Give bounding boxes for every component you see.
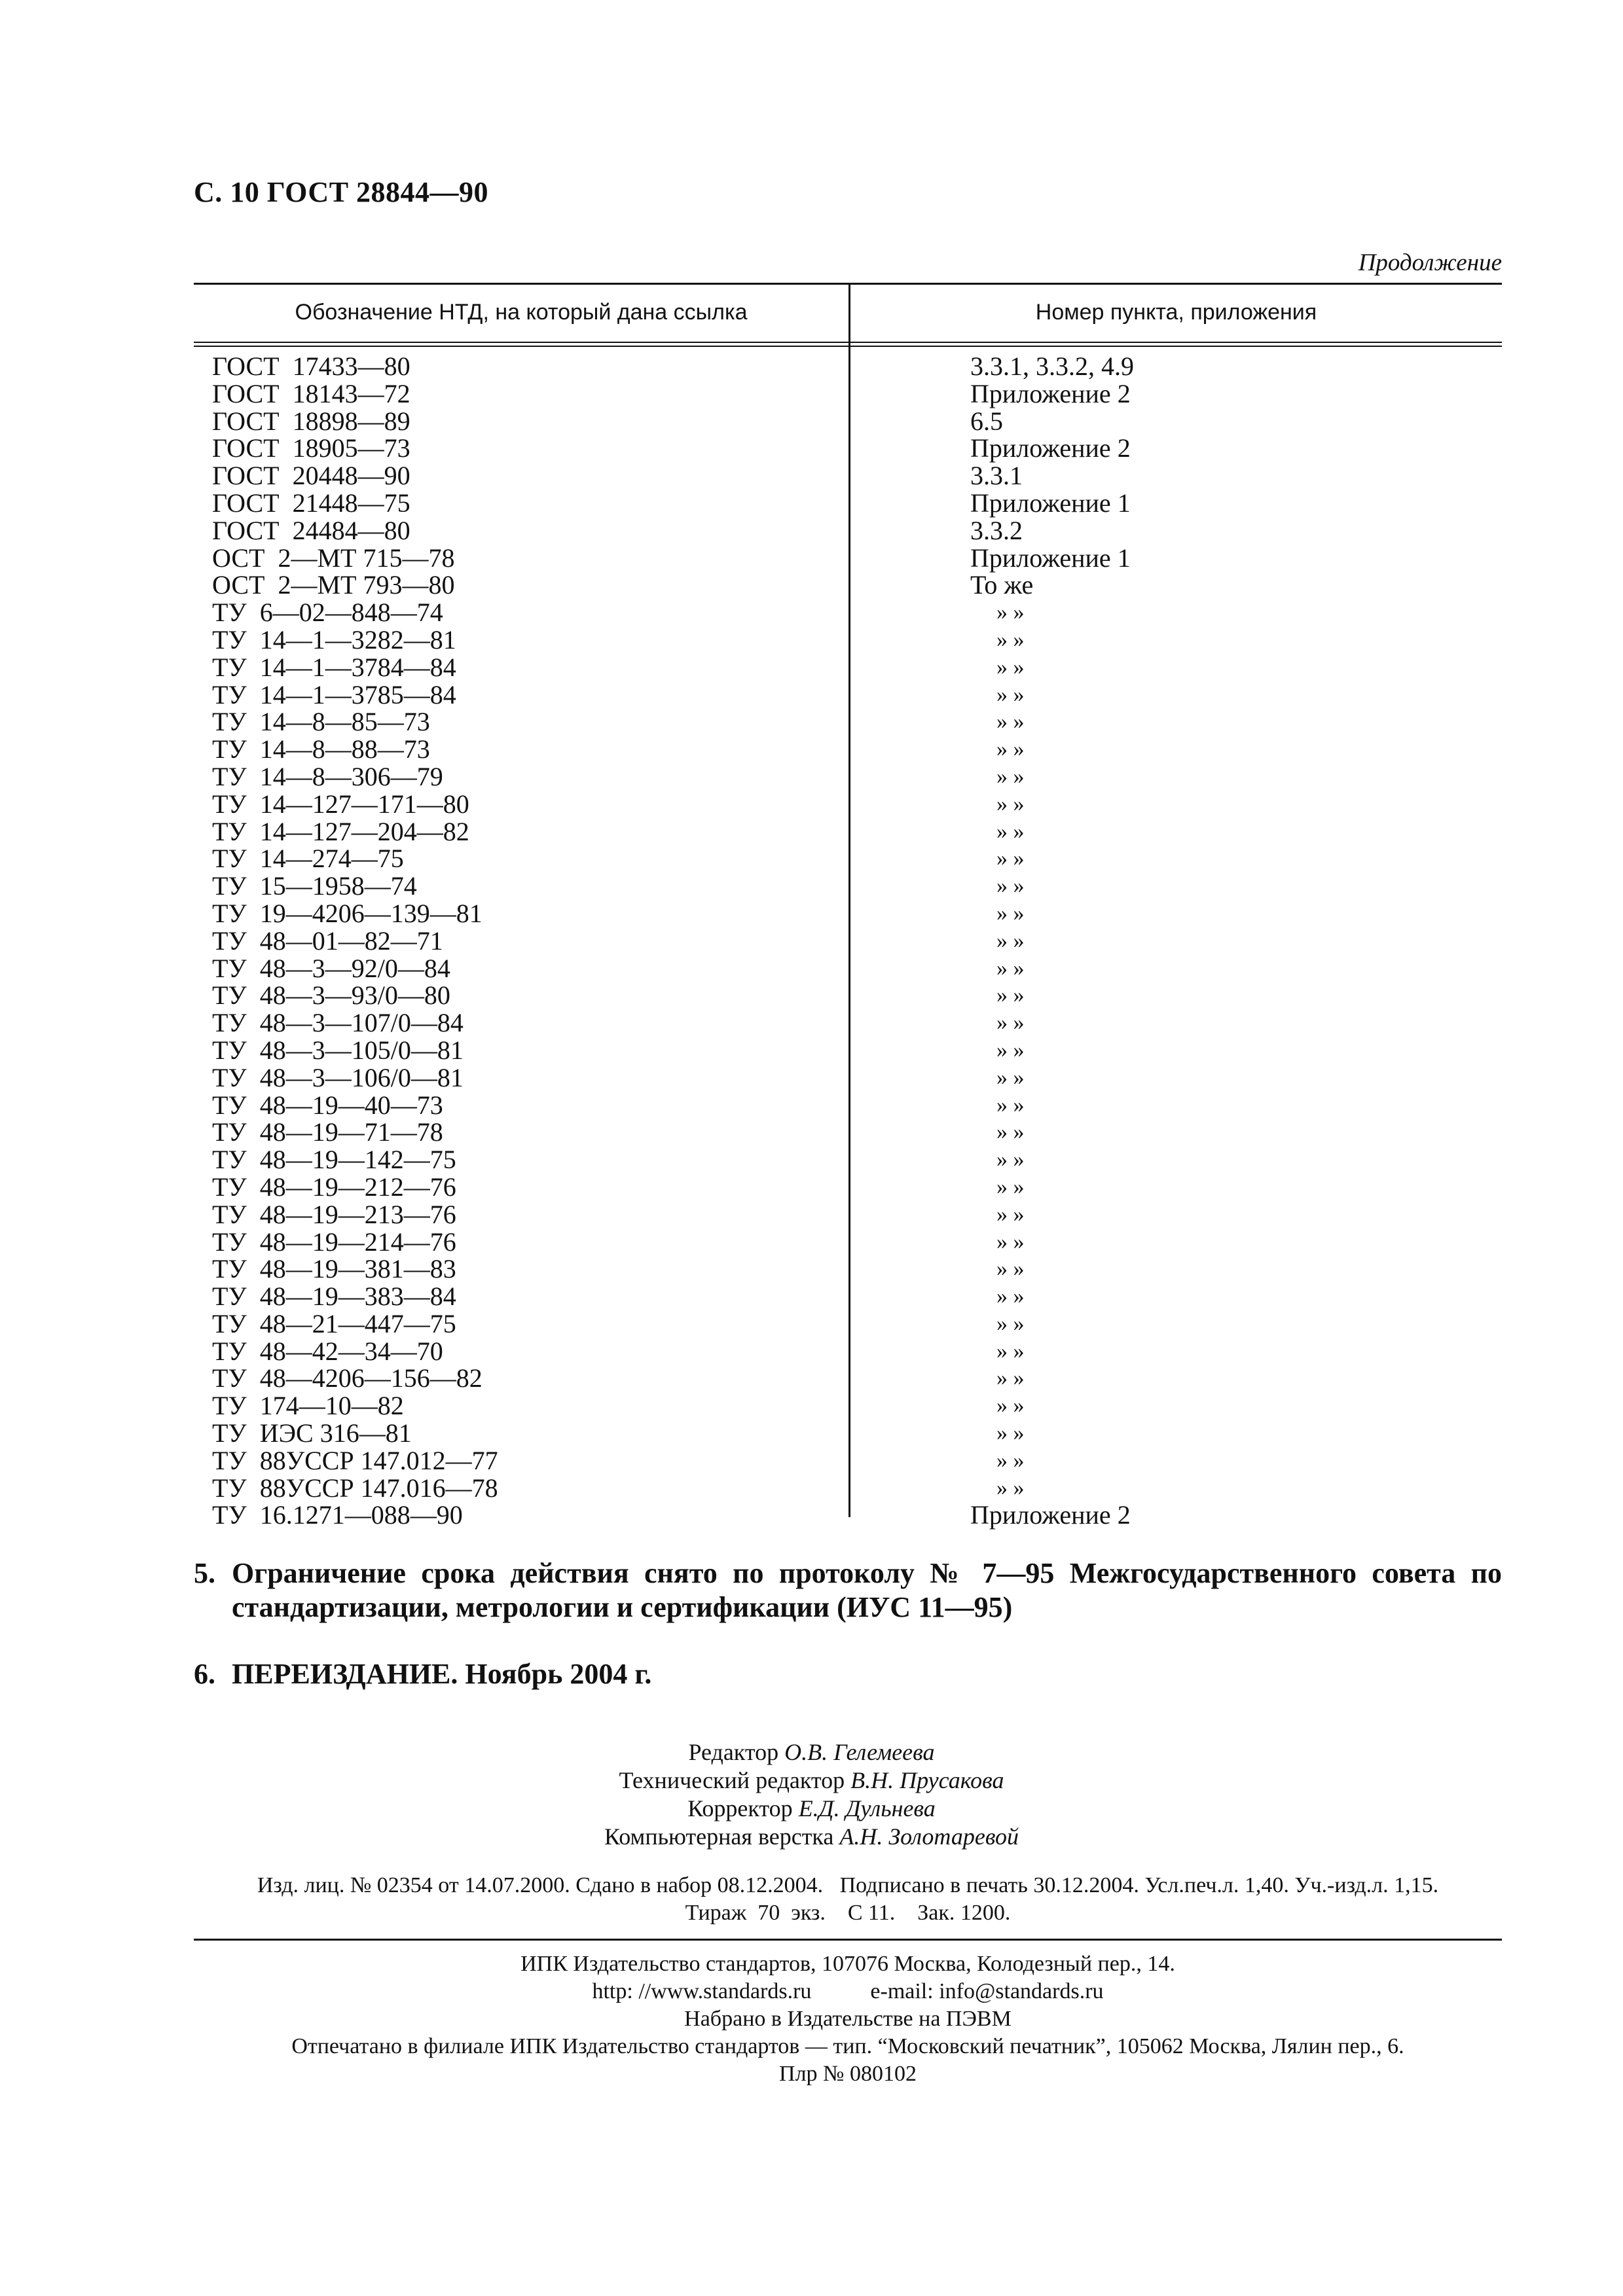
credit-role: Технический редактор [619,1767,845,1793]
clause-reference: » » [996,1366,1025,1391]
clause-reference: » » [996,737,1025,762]
ntd-designation: ТУ 14—127—171—80 [212,789,469,819]
ntd-designation: ТУ 14—274—75 [212,844,404,874]
table-top-rule [194,283,1502,285]
table-row [194,517,1502,545]
clause-reference: » » [996,1065,1025,1090]
ntd-designation: ТУ ИЭС 316—81 [212,1418,412,1448]
credit-person: Е.Д. Дульнева [798,1795,936,1821]
ntd-designation: ТУ 48—3—105/0—81 [212,1035,464,1065]
ntd-designation: ТУ 48—21—447—75 [212,1308,456,1338]
publisher-contacts [194,1978,1502,2005]
ntd-designation: ГОСТ 18143—72 [212,378,410,408]
table-row [194,1037,1502,1064]
credit-role: Редактор [688,1739,779,1765]
clause-reference: » » [996,1120,1025,1145]
clause-reference: » » [996,1475,1025,1500]
clause-reference: 3.3.1 [970,461,1023,491]
imprint-line: Тираж 70 экз. С 11. Зак. 1200. [685,1901,1011,1925]
publisher-email: e-mail: info@standards.ru [870,1979,1104,2003]
publisher-address: ИПК Издательство стандартов, 107076 Москва, Колодезный пер., 14. [520,1952,1175,1976]
clause-reference: » » [996,1229,1025,1254]
table-row [194,791,1502,818]
column-header-clause: Номер пункта, приложения [1035,300,1317,325]
credit-editor [0,1738,1623,1767]
clause-reference: » » [996,846,1025,871]
clause-reference: Приложение 2 [970,378,1131,408]
ntd-designation: ТУ 48—19—142—75 [212,1145,456,1175]
note-text: ПЕРЕИЗДАНИЕ. Ноябрь 2004 г. [232,1658,652,1690]
ntd-designation: ГОСТ 18905—73 [212,433,410,463]
clause-reference: » » [996,791,1025,816]
table-row [194,462,1502,490]
clause-reference: 3.3.2 [970,515,1023,545]
table-row [194,955,1502,982]
clause-reference: » » [996,1092,1025,1117]
table-body [194,353,1502,1529]
ntd-designation: ТУ 6—02—848—74 [212,598,443,628]
clause-reference: » » [996,1174,1025,1199]
ntd-designation: ТУ 88УССР 147.016—78 [212,1473,498,1503]
table-row [194,763,1502,791]
table-row [194,1229,1502,1256]
reference-table [194,283,1502,1530]
credits-block [0,1738,1623,1851]
clause-reference: » » [996,928,1025,953]
ntd-designation: ТУ 14—8—85—73 [212,707,430,737]
table-row [194,818,1502,846]
ntd-designation: ТУ 48—19—40—73 [212,1090,443,1120]
table-row [194,681,1502,709]
publisher-printed: Отпечатано в филиале ИПК Издательство стандартов — тип. “Московский печатник”, 105062 Москва, Лялин пер., 6. [291,2034,1404,2058]
table-row [194,571,1502,599]
table-header-rule [194,342,1502,347]
ntd-designation: ТУ 48—19—212—76 [212,1172,456,1202]
table-row [194,1475,1502,1502]
clause-reference: » » [996,1338,1025,1363]
publisher-license: Плр № 080102 [779,2062,917,2086]
credit-layout [0,1823,1623,1851]
clause-reference: » » [996,1147,1025,1172]
ntd-designation: ТУ 48—19—71—78 [212,1117,443,1147]
ntd-designation: ТУ 15—1958—74 [212,871,417,901]
clause-reference: То же [970,570,1034,600]
note-text: Ограничение срока действия снято по протоколу № 7—95 Межгосударственного совета по стандартизации, метрологии и сертификации (ИУС 11—95) [232,1557,1502,1623]
credit-role: Компьютерная верстка [604,1823,834,1850]
ntd-designation: ТУ 48—01—82—71 [212,925,443,956]
table-row [194,1201,1502,1229]
clause-reference: » » [996,901,1025,925]
clause-reference: » » [996,956,1025,980]
note-5 [194,1556,1502,1624]
ntd-designation: ТУ 19—4206—139—81 [212,898,483,928]
ntd-designation: ТУ 48—3—106/0—81 [212,1062,464,1092]
ntd-designation: ГОСТ 24484—80 [212,515,410,545]
column-header-document: Обозначение НТД, на который дана ссылка [295,300,748,325]
table-row [194,599,1502,626]
ntd-designation: ТУ 14—1—3282—81 [212,624,456,655]
table-row [194,1338,1502,1365]
table-row [194,1146,1502,1174]
ntd-designation: ТУ 48—42—34—70 [212,1336,443,1366]
clause-reference: » » [996,1037,1025,1062]
table-row [194,1365,1502,1392]
table-row [194,1064,1502,1092]
credit-person: О.В. Гелемеева [784,1739,935,1765]
table-row [194,872,1502,900]
table-row [194,435,1502,462]
table-row [194,982,1502,1009]
ntd-designation: ГОСТ 20448—90 [212,461,410,491]
imprint-block [194,1872,1502,1927]
table-row [194,845,1502,872]
ntd-designation: ТУ 14—1—3785—84 [212,679,456,709]
table-row [194,626,1502,654]
credit-person: В.Н. Прусакова [850,1767,1004,1793]
clause-reference: » » [996,709,1025,734]
table-row [194,490,1502,517]
ntd-designation: ТУ 14—8—306—79 [212,761,443,791]
table-row [194,1392,1502,1420]
clause-reference: » » [996,819,1025,844]
table-row [194,708,1502,736]
ntd-designation: ТУ 14—1—3784—84 [212,652,456,682]
table-row [194,353,1502,380]
ntd-designation: ОСТ 2—МТ 793—80 [212,570,455,600]
clause-reference: » » [996,1257,1025,1282]
clause-reference: » » [996,874,1025,899]
publisher-typeset: Набрано в Издательстве на ПЭВМ [684,2007,1012,2031]
ntd-designation: ТУ 48—3—107/0—84 [212,1008,464,1038]
clause-reference: Приложение 2 [970,433,1131,463]
clause-reference: 6.5 [970,406,1003,436]
table-row [194,1255,1502,1283]
clause-reference: » » [996,655,1025,679]
ntd-designation: ТУ 48—19—213—76 [212,1199,456,1229]
ntd-designation: ГОСТ 21448—75 [212,488,410,518]
table-row [194,408,1502,435]
table-row [194,1009,1502,1037]
ntd-designation: ТУ 48—19—214—76 [212,1227,456,1257]
note-number: 5. [194,1557,215,1589]
imprint-line: Изд. лиц. № 02354 от 14.07.2000. Сдано в набор 08.12.2004. Подписано в печать 30.12.2004. Усл.печ.л. 1,40. Уч.-изд.л. 1,15. [257,1873,1439,1897]
page-title: С. 10 ГОСТ 28844—90 [194,176,489,208]
table-row [194,927,1502,955]
clause-reference: » » [996,764,1025,789]
table-row [194,1283,1502,1310]
ntd-designation: ТУ 174—10—82 [212,1391,404,1421]
ntd-designation: ТУ 48—19—383—84 [212,1282,456,1312]
credit-role: Корректор [687,1795,793,1821]
clause-reference: » » [996,1202,1025,1227]
ntd-designation: ТУ 16.1271—088—90 [212,1500,463,1530]
credit-proofreader [0,1795,1623,1823]
publisher-website: http: //www.standards.ru [592,1979,812,2003]
clause-reference: Приложение 1 [970,488,1131,518]
continuation-label: Продолжение [1358,249,1502,276]
clause-reference: » » [996,1393,1025,1418]
clause-reference: » » [996,627,1025,652]
table-row [194,654,1502,681]
table-row [194,1447,1502,1475]
table-row [194,900,1502,927]
clause-reference: » » [996,983,1025,1008]
table-row [194,380,1502,408]
ntd-designation: ТУ 48—3—93/0—80 [212,980,450,1011]
clause-reference: » » [996,1011,1025,1035]
table-row [194,1092,1502,1119]
clause-reference: 3.3.1, 3.3.2, 4.9 [970,351,1134,381]
ntd-designation: ТУ 88УССР 147.012—77 [212,1445,498,1475]
clause-reference: » » [996,1311,1025,1336]
ntd-designation: ГОСТ 18898—89 [212,406,410,436]
ntd-designation: ТУ 14—127—204—82 [212,816,469,846]
clause-reference: Приложение 1 [970,543,1131,573]
ntd-designation: ГОСТ 17433—80 [212,351,410,381]
table-row [194,1119,1502,1146]
clause-reference: Приложение 2 [970,1500,1131,1530]
table-row [194,1174,1502,1201]
table-row [194,1310,1502,1338]
clause-reference: » » [996,600,1025,625]
ntd-designation: ТУ 48—19—381—83 [212,1254,456,1284]
table-row [194,545,1502,572]
imprint-divider [194,1939,1502,1941]
table-row [194,1501,1502,1529]
publisher-block [194,1950,1502,2088]
ntd-designation: ТУ 48—4206—156—82 [212,1363,483,1393]
clause-reference: » » [996,1421,1025,1446]
clause-reference: » » [996,682,1025,707]
clause-reference: » » [996,1448,1025,1473]
ntd-designation: ОСТ 2—МТ 715—78 [212,543,455,573]
credit-tech-editor [0,1767,1623,1795]
table-row [194,736,1502,763]
note-6 [194,1657,1502,1691]
note-number: 6. [194,1658,215,1690]
credit-person: А.Н. Золотаревой [839,1823,1019,1850]
ntd-designation: ТУ 14—8—88—73 [212,734,430,764]
clause-reference: » » [996,1284,1025,1309]
table-row [194,1420,1502,1447]
ntd-designation: ТУ 48—3—92/0—84 [212,953,450,983]
